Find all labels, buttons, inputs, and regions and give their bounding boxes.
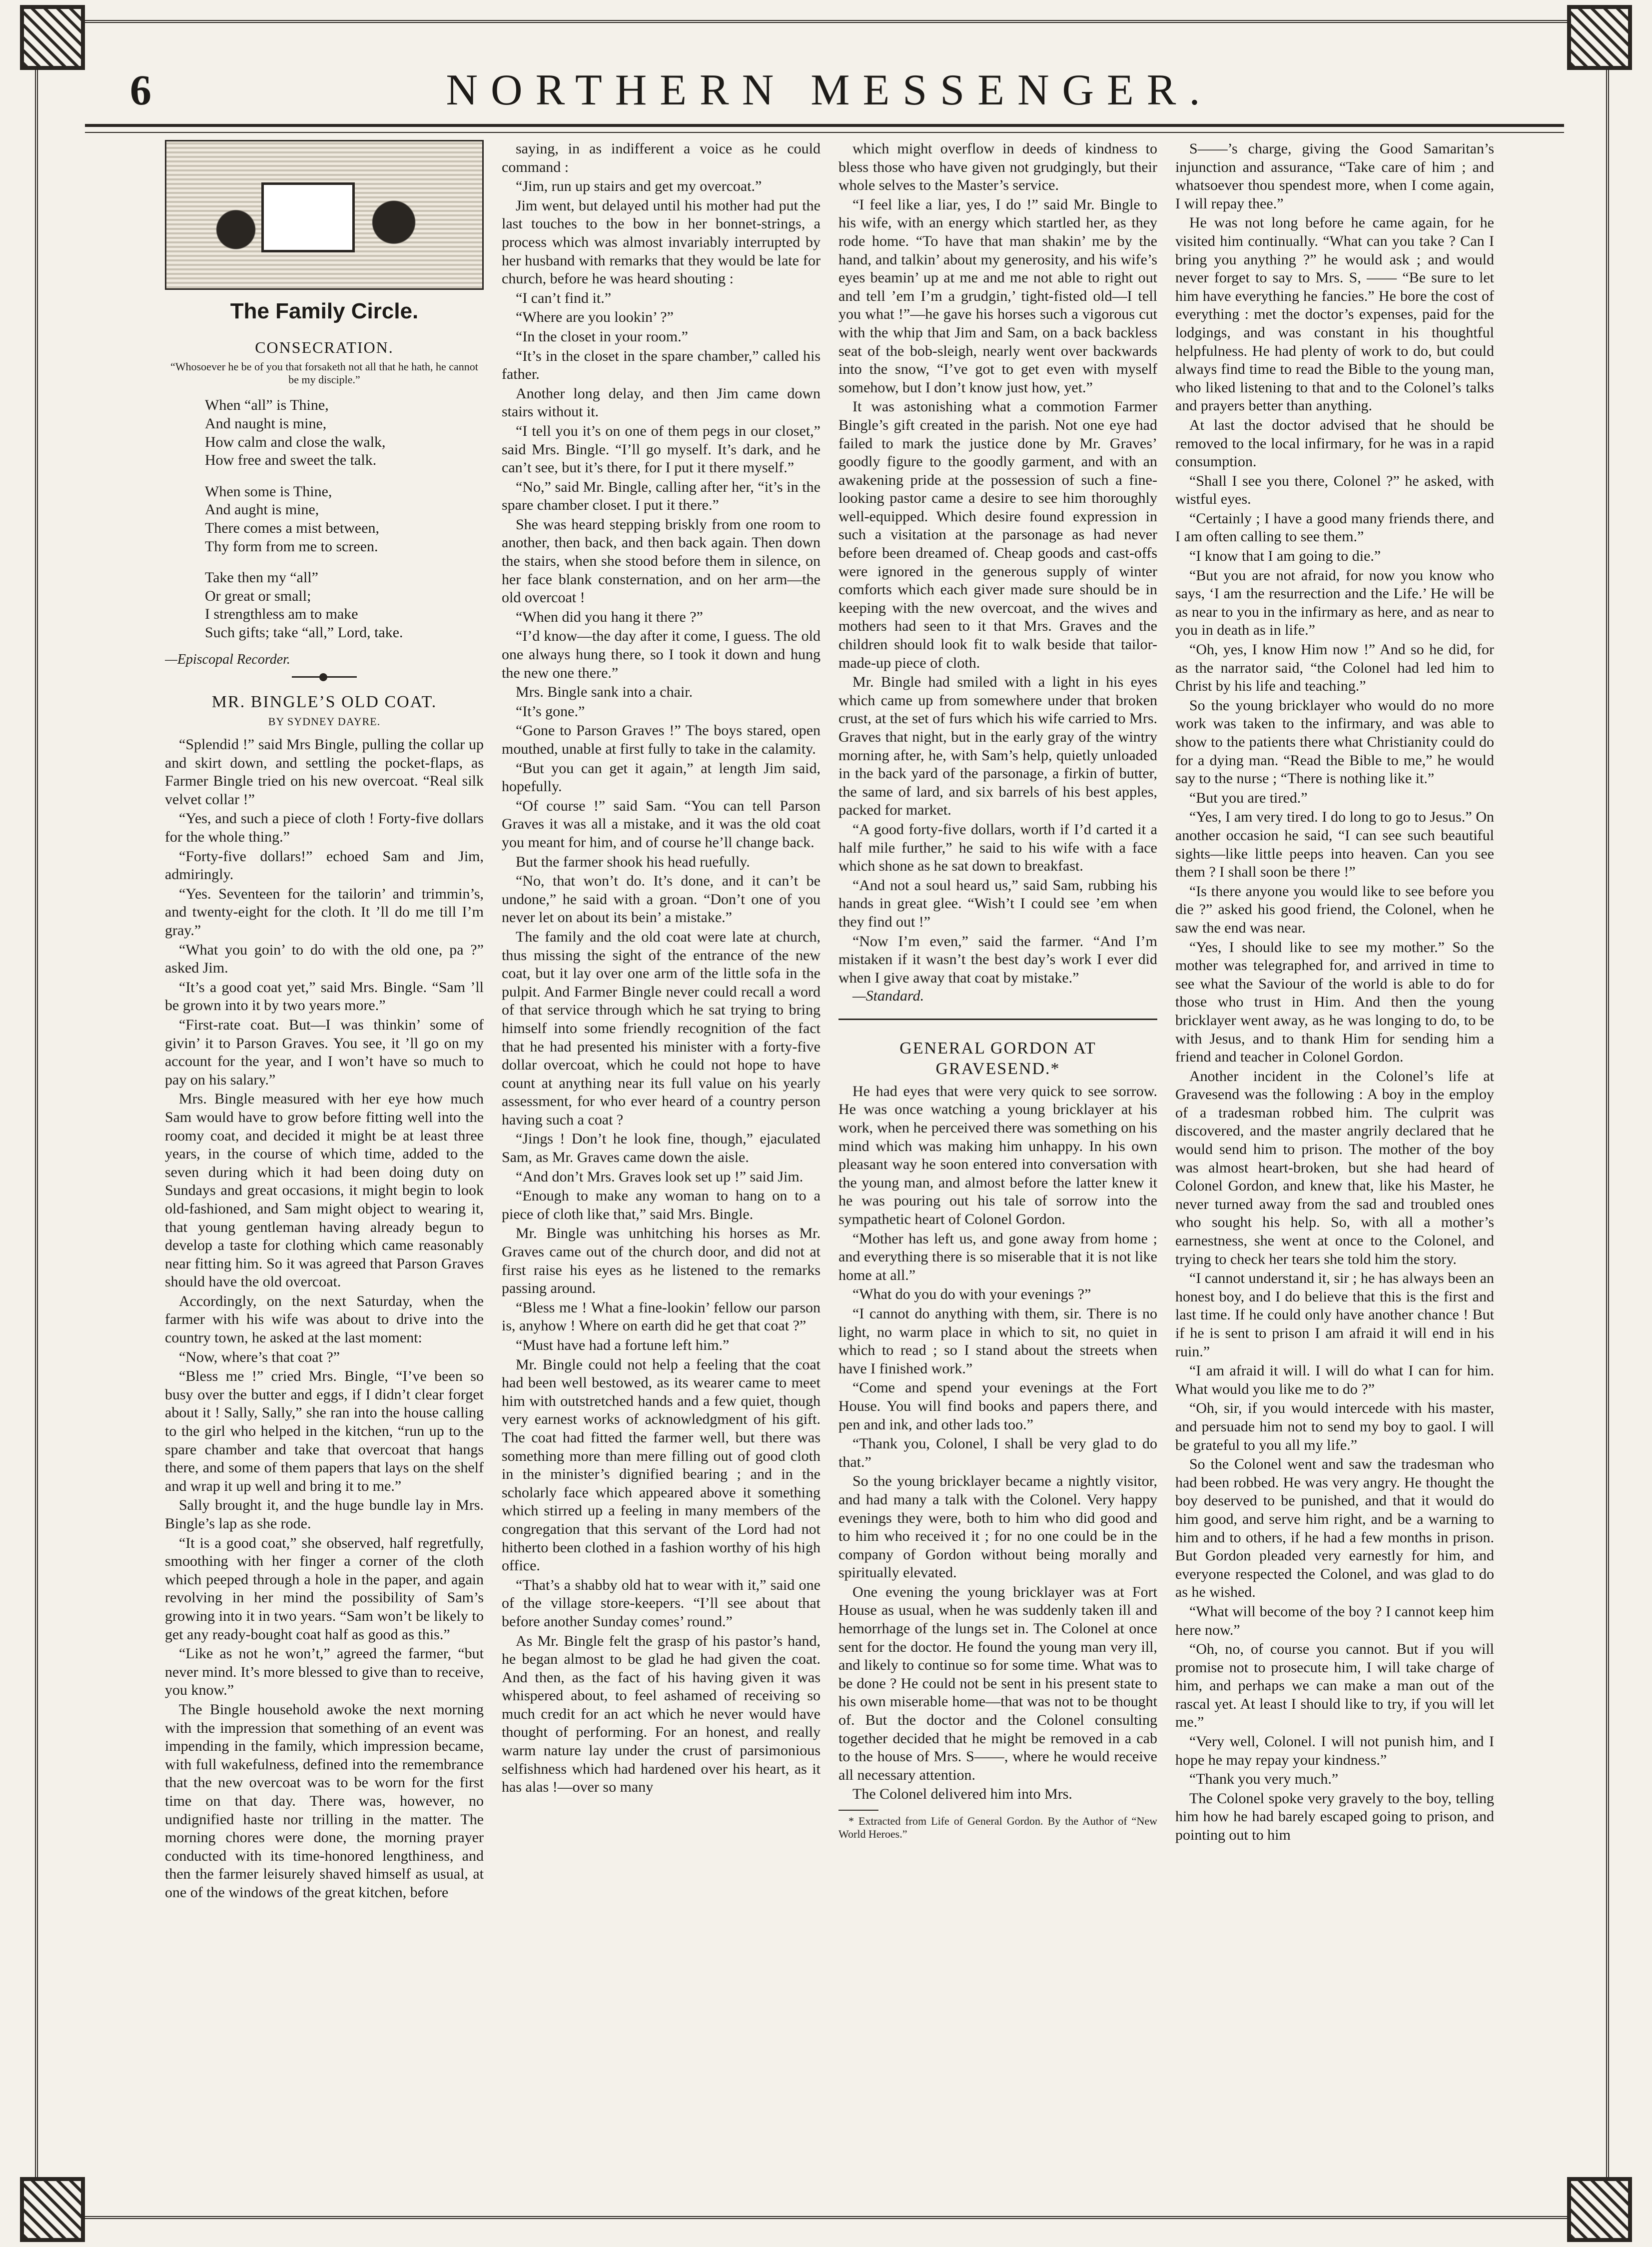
story-title: MR. BINGLE’S OLD COAT. (211, 692, 437, 711)
poem-line: And aught is mine, (205, 501, 319, 518)
paper-title: NORTHERN MESSENGER. (446, 65, 1213, 114)
paragraph: He had eyes that were very quick to see sorrow. He was once watching a young bricklayer at his work, when he perceived there was something on his mind which was making him unhappy. In his own pleasant way he soon entered into conversation with the young man, and almost before the latter knew it he was pouring out his tale of sorrow into the sympathetic heart of Colonel Gordon. (838, 1083, 1157, 1227)
paragraph: She was heard stepping briskly from one room to another, then back, and then back again. Then down the stairs, when she stood before them in silence, on her face blank consternation, and on her arm—the old overcoat ! (502, 516, 821, 606)
paragraph: “What will become of the boy ? I cannot keep him here now.” (1175, 1603, 1494, 1638)
family-scene-illustration (165, 140, 484, 290)
paragraph: “Bless me !” cried Mrs. Bingle, “I’ve been so busy over the butter and eggs, if I didn’t clear forget about it ! Sally, Sally,” she ran into the house calling to the girl who helped in the kitchen, “run up to the spare chamber and take that overcoat that hangs there, and some of them papers that lays on the shelf and wrap it up well and bring it to me.” (165, 1368, 484, 1494)
paragraph: “What you goin’ to do with the old one, pa ?” asked Jim. (165, 941, 484, 977)
paragraph: “Thank you very much.” (1189, 1771, 1339, 1788)
paragraph: “Shall I see you there, Colonel ?” he asked, with wistful eyes. (1175, 472, 1494, 508)
paragraph: “Where are you lookin’ ?” (516, 309, 674, 326)
section-divider (292, 676, 357, 678)
paragraph: Jim went, but delayed until his mother had put the last touches to the bow in her bonnet-strings, a process which was almost invariably interrupted by her husband with remarks that they would be late for church, before he was heard shouting : (502, 197, 821, 287)
paragraph: “Yes, and such a piece of cloth ! Forty-five dollars for the whole thing.” (165, 810, 484, 846)
paragraph: “Certainly ; I have a good many friends there, and I am often calling to see them.” (1175, 510, 1494, 545)
story-body (1175, 140, 1494, 1845)
paragraph: “It is a good coat,” she observed, half regretfully, smoothing with her finger a corner of the cloth which peeped through a hole in the paper, and again revolving in her mind the possibility of Sam’s growing into it in two years. “Sam won’t be likely to get any ready-bought coat half as good as this.” (165, 1534, 484, 1643)
paragraph: “It’s in the closet in the spare chamber,” called his father. (502, 347, 821, 383)
paragraph: “Jim, run up stairs and get my overcoat.” (516, 178, 762, 195)
paragraph: “Oh, no, of course you cannot. But if you will promise not to prosecute him, I will take charge of him, and perhaps we can make a man out of the rascal yet. At least I should like to try, if you will let me.” (1175, 1641, 1494, 1731)
poem-line: When “all” is Thine, (205, 397, 329, 414)
paragraph: “Yes, I am very tired. I do long to go to Jesus.” On another occasion he said, “I can see such beautiful sights—like little peeps into heaven. Can you see them ? I shall soon be there !” (1175, 809, 1494, 881)
paragraph: The Bingle household awoke the next morning with the impression that something of an event was impending in the family, which impression became, with full wakefulness, defined into the remembrance that the new overcoat was to be worn for the first time on that day. There was, however, no undignified haste nor trilling in the matter. The morning chores were done, the morning prayer conducted with its time-honored lengthiness, and then the farmer leisurely shaved himself as usual, at one of the windows of the great kitchen, before (165, 1701, 484, 1901)
section-divider (838, 1019, 1157, 1020)
paragraph: “Yes, I should like to see my mother.” So the mother was telegraphed for, and arrived in time to see what the Saviour of the world is able to do for those who trust in Him. And then the young bricklayer went away, as he was longing to do, to be with Jesus, and to thank Him for sending him a friend and teacher in Colonel Gordon. (1175, 939, 1494, 1066)
paragraph: Mr. Bingle had smiled with a light in his eyes which came up from somewhere under that broken crust, at the set of furs which his wife carried to Mrs. Graves that night, but in the early gray of the wintry morning after, he, with Sam’s help, quietly unloaded in the back yard of the parsonage, a firkin of butter, the same of lard, and six barrels of his best apples, packed for market. (838, 674, 1157, 819)
paragraph: “Gone to Parson Graves !” The boys stared, open mouthed, unable at first fully to take in the calamity. (502, 722, 821, 757)
paragraph: “Enough to make any woman to hang on to a piece of cloth like that,” said Mrs. Bingle. (502, 1187, 821, 1222)
paragraph: “Now, where’s that coat ?” (179, 1348, 340, 1365)
paragraph: “It’s a good coat yet,” said Mrs. Bingle. “Sam ’ll be grown into it by two years more.” (165, 979, 484, 1014)
paragraph: “Oh, sir, if you would intercede with his master, and persuade him not to send my boy to gaol. I will be grateful to you all my life.” (1175, 1400, 1494, 1453)
story-body (838, 140, 1157, 987)
paragraph: So the Colonel went and saw the tradesman who had been robbed. He was very angry. He thought the boy deserved to be punished, and that it would do him good, and serve him right, and be a warning to him and to others, if he had a few months in prison. But Gordon pleaded very earnestly for him, and everyone respected the Colonel, and was glad to do as he wished. (1175, 1456, 1494, 1601)
paragraph: “Splendid !” said Mrs Bingle, pulling the collar up and skirt down, and settling the pocket-flaps, as Farmer Bingle tried on his new overcoat. “Real silk velvet collar !” (165, 736, 484, 808)
paragraph: “Very well, Colonel. I will not punish him, and I hope he may repay your kindness.” (1175, 1733, 1494, 1768)
poem-stanza (205, 483, 484, 556)
paragraph: “Oh, yes, I know Him now !” And so he did, for as the narrator said, “the Colonel had led him to Christ by his life and teaching.” (1175, 641, 1494, 695)
paragraph: But the farmer shook his head ruefully. (516, 853, 750, 870)
paragraph: “Mother has left us, and gone away from home ; and everything there is so miserable that it is not like home at all.” (838, 1230, 1157, 1283)
paragraph: “Forty-five dollars!” echoed Sam and Jim, admiringly. (165, 848, 484, 883)
paragraph: “Like as not he won’t,” agreed the farmer, “but never mind. It’s more blessed to give than to receive, you know.” (165, 1645, 484, 1699)
story-body (838, 1083, 1157, 1804)
paragraph: One evening the young bricklayer was at Fort House as usual, when he was suddenly taken ill and hemorrhage of the lungs set in. The Colonel at once sent for the doctor. He found the young man very ill, and likely to continue so for some time. What was to be done ? He could not be sent in his present state to his own miserable home—that was not to be thought of. But the doctor and the Colonel consulting together decided that he might be removed in a cab to the house of Mrs. S——, where he would receive all necessary attention. (838, 1583, 1157, 1783)
paragraph: Sally brought it, and the huge bundle lay in Mrs. Bingle’s lap as she rode. (165, 1497, 484, 1532)
paragraph: “And not a soul heard us,” said Sam, rubbing his hands in great glee. “Wish’t I could see ’em when they find out !” (838, 877, 1157, 930)
paragraph: which might overflow in deeds of kindness to bless those who have given not grudgingly, but their whole selves to the Master’s service. (838, 140, 1157, 194)
poem-line: Such gifts; take “all,” Lord, take. (205, 624, 403, 641)
corner-ornament (20, 2177, 85, 2242)
poem-line: Or great or small; (205, 587, 311, 604)
poem-line: There comes a mist between, (205, 520, 380, 537)
paragraph: He was not long before he came again, for he visited him continually. “What can you take ? Can I bring you anything ?” he would ask ; and would never forget to say to Mrs. S, —— “Be sure to let him have everything he fancies.” He bore the cost of everything : met the doctor’s expenses, paid for the lodgings, and was constant in his thoughtful helpfulness. He had plenty of work to do, but could always find time to read the Bible to the young man, who liked listening to that and to the Colonel’s talks and prayers better than anything. (1175, 214, 1494, 414)
poem-line: How free and sweet the talk. (205, 452, 377, 469)
paragraph: Another long delay, and then Jim came down stairs without it. (502, 385, 821, 420)
section-title: The Family Circle. (230, 299, 419, 323)
paragraph: “I cannot do anything with them, sir. There is no light, no warm place in which to sit, no quiet in which to read ; so I stand about the streets when have I finished work.” (838, 1305, 1157, 1377)
paragraph: “What do you do with your evenings ?” (852, 1286, 1091, 1303)
page-number: 6 (130, 66, 152, 114)
paragraph: “I can’t find it.” (516, 289, 612, 306)
column-4 (1175, 140, 1494, 2149)
poem-line: I strengthless am to make (205, 606, 358, 623)
paragraph: “I’d know—the day after it come, I guess. The old one always hung there, so I took it down and hung the new one there.” (502, 628, 821, 681)
footnote-rule (838, 1810, 878, 1811)
paragraph: “Bless me ! What a fine-lookin’ fellow our parson is, anyhow ! Where on earth did he get that coat ?” (502, 1299, 821, 1334)
corner-ornament (1567, 5, 1632, 70)
paragraph: So the young bricklayer who would do no more work was taken to the infirmary, and was able to show to the patients there what Christianity could do for a dying man. “Read the Bible to me,” he would say to the nurse ; “There is nothing like it.” (1175, 697, 1494, 787)
paragraph: “Thank you, Colonel, I shall be very glad to do that.” (838, 1435, 1157, 1470)
paragraph: “When did you hang it there ?” (516, 608, 703, 625)
paragraph: The family and the old coat were late at church, thus missing the sight of the entrance of the new coat, but it lay over one arm of the little sofa in the pulpit. And Farmer Bingle never could recall a word of that service through which he sat trying to bring himself into some friendly recognition of the fact that he had presented his minister with a forty-five dollar overcoat, which he could not hope to have count at anything near its full value on his yearly assessment, for who ever heard of a country person having such a coat ? (502, 928, 821, 1128)
paragraph: “I am afraid it will. I will do what I can for him. What would you like me to do ?” (1175, 1362, 1494, 1397)
paragraph: “I tell you it’s on one of them pegs in our closet,” said Mrs. Bingle. “I’ll go myself. It’s dark, and he can’t see, but it’s there, for I put it there myself.” (502, 422, 821, 476)
story-byline: BY SYDNEY DAYRE. (268, 715, 381, 728)
header-rule (85, 124, 1564, 133)
poem-line: When some is Thine, (205, 483, 332, 500)
paragraph: “Come and spend your evenings at the Fort House. You will find books and papers there, and pen and ink, and other lads too.” (838, 1379, 1157, 1433)
paragraph: “I feel like a liar, yes, I do !” said Mr. Bingle to his wife, with an energy which startled her, as they rode home. “To have that man shakin’ me by the hand, and talkin’ about my generosity, and his wife’s eyes beamin’ up at me and me not able to right out and tell ’em I’m a grudgin,’ tight-fisted old—I tell you what !”—he gave his horses such a vigorous cut with the whip that Jim and Sam, on a back backless seat of the bob-sleigh, nearly went over backwards into the snow, “I’ve got to get even with myself somehow, but I don’t know just how, yet.” (838, 196, 1157, 396)
paragraph: Mr. Bingle was unhitching his horses as Mr. Graves came out of the church door, and did not at first raise his eyes as he listened to the remarks passing around. (502, 1225, 821, 1297)
story-signature: —Standard. (852, 988, 924, 1005)
paragraph: “Is there anyone you would like to see before you die ?” asked his good friend, the Colonel, when he saw the end was near. (1175, 883, 1494, 936)
paragraph: “But you can get it again,” at length Jim said, hopefully. (502, 760, 821, 795)
paragraph: Mrs. Bingle measured with her eye how much Sam would have to grow before fitting well into the roomy coat, and decided it might be at least three years, in the course of which time, added to the seven during which it had been doing duty on Sundays and great occasions, it might begin to look old-fashioned, and Sam might object to wearing it, that young gentleman having already begun to develop a taste for clothing which came reasonably near fitting him. So it was agreed that Parson Graves should have the old overcoat. (165, 1091, 484, 1290)
poem-stanza (205, 569, 484, 642)
poem-line: How calm and close the walk, (205, 433, 386, 450)
story-body (502, 140, 821, 1797)
poem-stanza (205, 396, 484, 469)
paragraph: “That’s a shabby old hat to wear with it,” said one of the village store-keepers. “I’ll see about that before another Sunday comes’ round.” (502, 1576, 821, 1630)
corner-ornament (20, 5, 85, 70)
paragraph: “Of course !” said Sam. “You can tell Parson Graves it was all a mistake, and it was the old coat you meant for him, and of course he’ll change back. (502, 797, 821, 851)
paragraph: So the young bricklayer became a nightly visitor, and had many a talk with the Colonel. Very happy evenings they were, both to him who did good and to him who received it ; for no one could be in the company of Gordon without being morally and spiritually elevated. (838, 1473, 1157, 1581)
poem-epigraph: “Whosoever he be of you that forsaketh not all that he hath, he cannot be my disciple.” (170, 360, 478, 386)
paragraph: “I cannot understand it, sir ; he has always been an honest boy, and I do believe that this is the first and last time. If he could only have another chance ! But if he is sent to prison I am afraid it will end in his ruin.” (1175, 1270, 1494, 1360)
story-body (165, 736, 484, 1902)
poem-line: Take then my “all” (205, 569, 318, 586)
article-columns (165, 140, 1494, 2149)
paragraph: At last the doctor advised that he should be removed to the local infirmary, for he was in a rapid consumption. (1175, 416, 1494, 470)
paragraph: “No, that won’t do. It’s done, and it can’t be undone,” he said with a groan. “Don’t one of you never let on about its bein’ a mistake.” (502, 873, 821, 926)
paragraph: Mr. Bingle could not help a feeling that the coat had been well bestowed, as its wearer came to meet him with outstretched hands and a few quiet, though very earnest works of acknowledgment of his gift. The coat had fitted the farmer well, but there was something more than mere filling out of good cloth in the minister’s dignified bearing ; and in the scholarly face which appeared above it something which stirred up a feeling in many members of the congregation that this servant of the Lord had not hitherto been clothed in a fashion worthy of his high office. (502, 1356, 821, 1574)
masthead (130, 62, 1529, 117)
paragraph: “And don’t Mrs. Graves look set up !” said Jim. (516, 1168, 804, 1185)
paragraph: The Colonel spoke very gravely to the boy, telling him how he had barely escaped going to prison, and pointing out to him (1175, 1790, 1494, 1844)
paragraph: saying, in as indifferent a voice as he could command : (502, 140, 821, 175)
column-3 (838, 140, 1157, 2149)
paragraph: The Colonel delivered him into Mrs. (852, 1786, 1072, 1803)
corner-ornament (1567, 2177, 1632, 2242)
paragraph: As Mr. Bingle felt the grasp of his pastor’s hand, he began almost to be glad he had given the coat. And then, as the fact of his having given it was whispered about, to feel ashamed of receiving so much credit for an act which he never would have thought of performing. For an honest, and really warm nature lay under the crust of parsimonious selfishness which had hardened over his heart, as it has alas !—over so many (502, 1632, 821, 1796)
column-2 (502, 140, 821, 2149)
paragraph: “First-rate coat. But—I was thinkin’ some of givin’ it to Parson Graves. You see, it ’ll go on my account for the year, and I won’t have so much to pay on his salary.” (165, 1016, 484, 1088)
paragraph: “A good forty-five dollars, worth if I’d carted it a half mile further,” he said to his wife with a face which shone as he sat down to breakfast. (838, 821, 1157, 875)
paragraph: “It’s gone.” (516, 703, 585, 720)
story-title: GENERAL GORDON AT GRAVESEND.* (899, 1039, 1096, 1079)
paragraph: “I know that I am going to die.” (1189, 548, 1381, 565)
poem-title: CONSECRATION. (255, 338, 394, 356)
paragraph: Another incident in the Colonel’s life at Gravesend was the following : A boy in the employ of a tradesman robbed him. The culprit was discovered, and the master angrily declared that he would send him to prison. The mother of the boy was almost heart-broken, but she had heard of Colonel Gordon, and knew that, like his Master, he never turned away from the sad and troubled ones who sought his help. So, with all a mother’s earnestness, she went at once to the Colonel, and trying to check her tears she told him the story. (1175, 1068, 1494, 1267)
paragraph: “In the closet in your room.” (516, 328, 688, 345)
paragraph: “Must have had a fortune left him.” (516, 1337, 730, 1353)
column-1 (165, 140, 484, 2149)
paragraph: “Yes. Seventeen for the tailorin’ and trimmin’s, and twenty-eight for the cloth. It ’ll do me till I’m gray.” (165, 885, 484, 939)
poem-line: Thy form from me to screen. (205, 538, 378, 555)
poem-line: And naught is mine, (205, 415, 327, 432)
paragraph: “No,” said Mr. Bingle, calling after her, “it’s in the spare chamber closet. I put it there.” (502, 478, 821, 514)
paragraph: “Jings ! Don’t he look fine, though,” ejaculated Sam, as Mr. Graves came down the aisle. (502, 1130, 821, 1166)
paragraph: It was astonishing what a commotion Farmer Bingle’s gift created in the parish. Not one eye had failed to mark the justice done by Mr. Graves’ goodly figure to the goodly garment, and with an awakening pride at the possession of such a fine-looking pastor came a desire to see him thoroughly well-equipped. Which desire found expression in such a visitation at the parsonage as had never before been dreamed of. Cheap goods and cast-offs were ignored in the generous supply of winter comforts which each giver made sure should be in keeping with the new overcoat, and the wives and mothers had seen to it that Mrs. Graves and the children should look fit to walk beside that tailor-made-up piece of cloth. (838, 398, 1157, 671)
footnote: * Extracted from Life of General Gordon. By the Author of “New World Heroes.” (838, 1815, 1157, 1841)
paragraph: Mrs. Bingle sank into a chair. (516, 684, 693, 701)
paragraph: “Now I’m even,” said the farmer. “And I’m mistaken if it wasn’t the best day’s work I ever did when I give away that coat by mistake.” (838, 933, 1157, 986)
paragraph: Accordingly, on the next Saturday, when the farmer with his wife was about to drive into the country town, he asked at the last moment: (165, 1292, 484, 1346)
paragraph: “But you are tired.” (1189, 789, 1308, 806)
paragraph: “But you are not afraid, for now you know who says, ‘I am the resurrection and the Life.’ He will be as near to you in the infirmary as here, and as near to you in death as in life.” (1175, 567, 1494, 639)
poem-attribution: —Episcopal Recorder. (165, 651, 290, 667)
paragraph: S——’s charge, giving the Good Samaritan’s injunction and assurance, “Take care of him ; and whatsoever thou spendest more, when I come again, I will repay thee.” (1175, 140, 1494, 212)
